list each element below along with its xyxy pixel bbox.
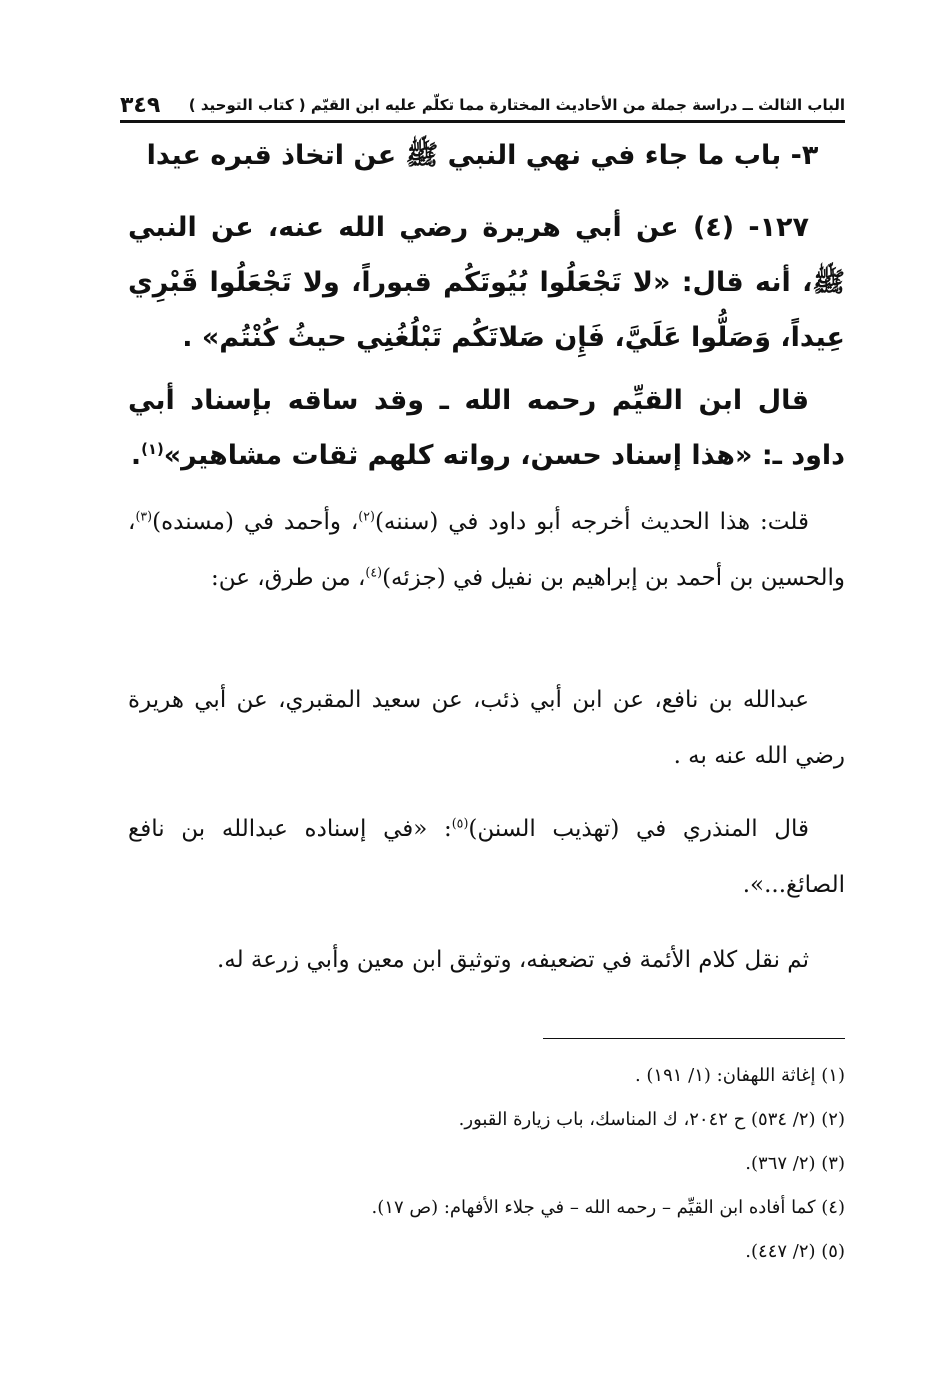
footnote-ref: (١) xyxy=(141,440,164,458)
chapter-title: ٣- باب ما جاء في نهي النبي ﷺ عن اتخاذ قبره عيدا xyxy=(146,140,819,171)
hadith-number: ١٢٧- (٤) xyxy=(692,212,810,243)
paragraph-conclusion: ثم نقل كلام الأئمة في تضعيفه، وتوثيق ابن معين وأبي زرعة له. xyxy=(216,947,809,973)
footnote-5: (٥) (٢/ ٤٤٧). xyxy=(745,1241,845,1262)
paragraph-isnad: عبدالله بن نافع، عن ابن أبي ذئب، عن سعيد المقبري، عن أبي هريرة رضي الله عنه به . xyxy=(128,687,845,769)
footnote-2: (٢) (٢/ ٥٣٤) ح ٢٠٤٢، ك المناسك، باب زيارة القبور. xyxy=(458,1109,845,1130)
footnote-ref: (٣) xyxy=(135,508,153,524)
ibn-qayyim-quote xyxy=(128,373,845,483)
footnote-1: (١) إغاثة اللهفان: (١/ ١٩١) . xyxy=(634,1065,845,1086)
page-number: ٣٤٩ xyxy=(120,93,161,118)
footnote-3: (٣) (٢/ ٣٦٧). xyxy=(745,1153,845,1174)
footnotes xyxy=(120,1054,845,1274)
paragraph-text: ، وأحمد في (مسنده) xyxy=(152,509,359,535)
paragraph-sources xyxy=(128,494,845,606)
paragraph-text: قال المنذري في (تهذيب السنن) xyxy=(468,816,810,842)
hadith-text: عن أبي هريرة رضي الله عنه، عن النبي ﷺ، أنه قال: «لا تَجْعَلُوا بُيُوتَكُم قبوراً، ولا تَجْعَلُوا قَبْرِي عِيداً، وَصَلُّوا عَلَيَّ، فَإِن صَلاتَكُم تَبْلُغُنِي حيثُ كُنْتُم» . xyxy=(128,212,845,353)
running-title: الباب الثالث ــ دراسة جملة من الأحاديث المختارة مما تكلّم عليه ابن القيّم ( كتاب التوحيد ) xyxy=(188,96,845,114)
paragraph-text: : «في إسناده عبدالله بن نافع الصائغ...». xyxy=(128,816,845,898)
footnote-4: (٤) كما أفاده ابن القيِّم – رحمه الله – في جلاء الأفهام: (ص ١٧). xyxy=(371,1197,845,1218)
paragraph-text: ، والحسين بن أحمد بن إبراهيم بن نفيل في (جزئه) xyxy=(128,509,845,591)
footnote-ref: (٢) xyxy=(358,508,375,524)
paragraph-text: قلت: هذا الحديث أخرجه أبو داود في (سننه) xyxy=(374,509,809,535)
quote-text: قال ابن القيِّم رحمه الله ـ وقد ساقه بإسناد أبي داود ـ: «هذا إسناد حسن، رواته كلهم ثقات مشاهير» xyxy=(128,385,845,471)
footnote-divider xyxy=(543,1038,845,1039)
quote-end: . xyxy=(130,440,142,471)
running-header xyxy=(120,80,845,123)
footnote-ref: (٤) xyxy=(365,564,383,580)
paragraph-mundhiri xyxy=(128,801,845,913)
hadith-paragraph xyxy=(128,200,845,365)
footnote-ref: (٥) xyxy=(451,815,469,831)
paragraph-text: ، من طرق، عن: xyxy=(210,565,366,591)
